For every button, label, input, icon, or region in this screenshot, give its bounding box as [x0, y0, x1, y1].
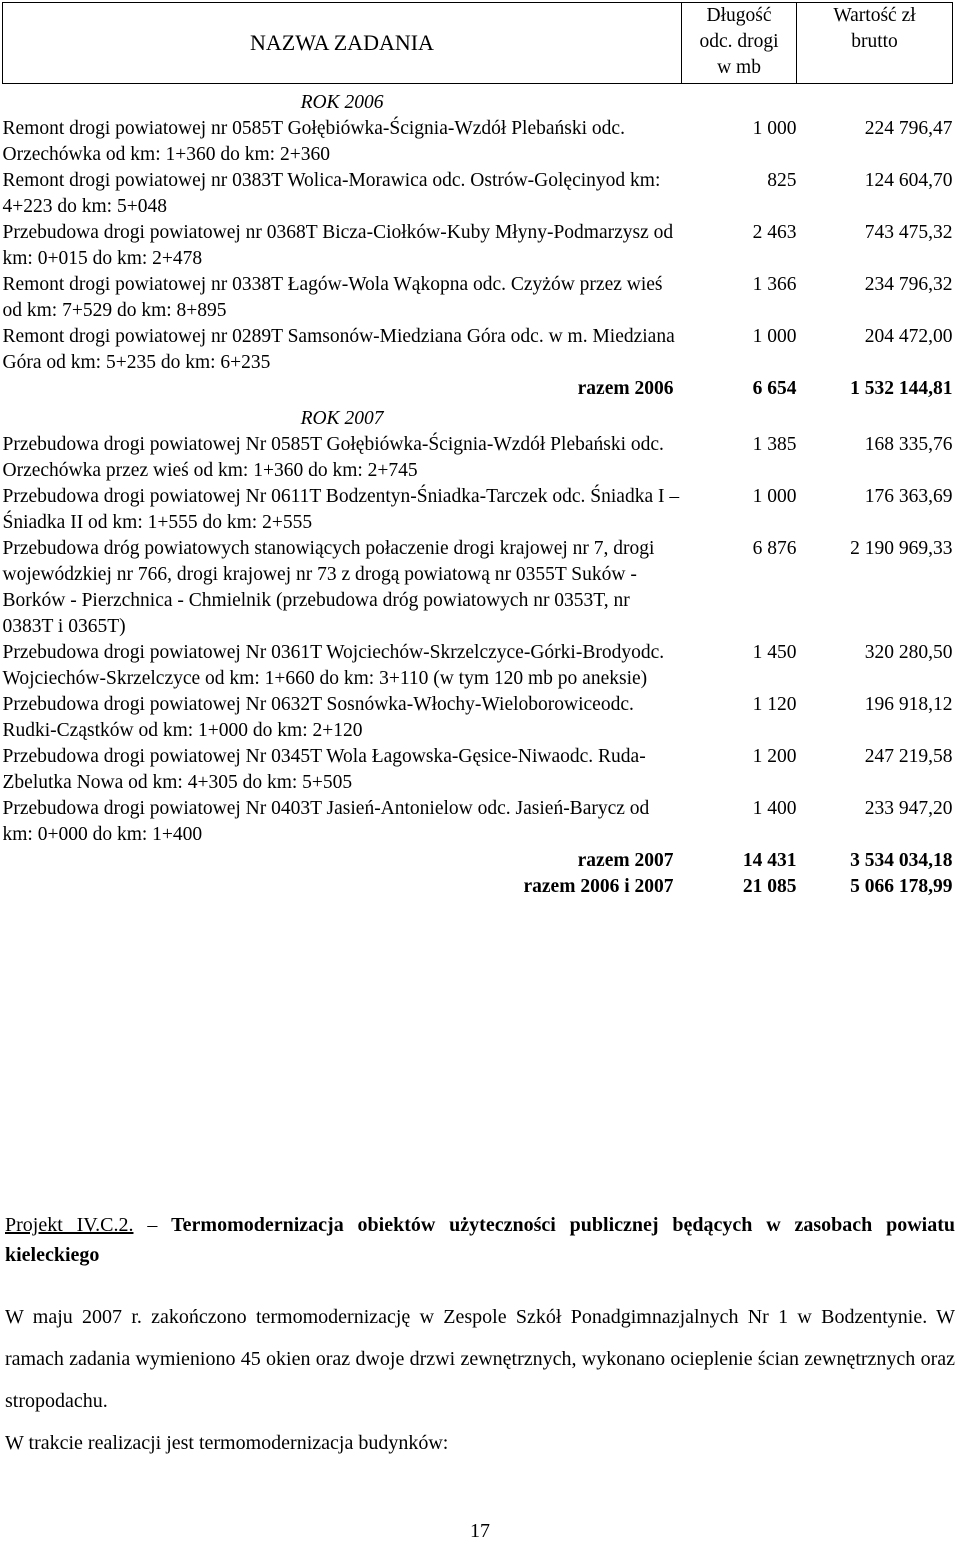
year-label-2007: ROK 2007	[300, 408, 384, 429]
table-row	[3, 692, 953, 744]
sum-row-2006	[3, 376, 953, 402]
sum-length: 14 431	[742, 850, 797, 871]
length-cell: 2 463	[752, 222, 797, 243]
value-cell: 2 190 969,33	[850, 538, 953, 559]
header-value-line: brutto	[851, 31, 898, 52]
value-cell: 233 947,20	[864, 798, 953, 819]
sum-length: 6 654	[752, 378, 797, 399]
task-name-cell: Przebudowa drogi powiatowej Nr 0632T Sosnówka-Włochy-Wieloborowiceodc. Rudki-Cząstków od km: 1+000 do km: 2+120	[2, 694, 634, 741]
value-cell: 247 219,58	[864, 746, 953, 767]
value-cell: 124 604,70	[864, 170, 953, 191]
sum-row-2007	[3, 848, 953, 874]
value-cell: 743 475,32	[864, 222, 953, 243]
project-title: Termomodernizacja obiektów użyteczności publicznej będących w zasobach powiatu kieleckiego	[5, 1214, 956, 1266]
project-dash: –	[147, 1214, 158, 1236]
header-task-name: NAZWA ZADANIA	[3, 3, 682, 84]
year-row-2007	[3, 402, 953, 432]
length-cell: 1 000	[752, 118, 797, 139]
table-row	[3, 744, 953, 796]
sum-value: 5 066 178,99	[850, 876, 953, 897]
sum-value: 1 532 144,81	[850, 378, 953, 399]
year-row-2006	[3, 84, 953, 117]
length-cell: 1 000	[752, 486, 797, 507]
sum-value: 3 534 034,18	[850, 850, 953, 871]
task-name-cell: Przebudowa drogi powiatowej nr 0368T Bicza-Ciołków-Kuby Młyny-Podmarzysz od km: 0+015 do km: 2+478	[2, 222, 674, 269]
paragraph-in-progress: W trakcie realizacji jest termomodernizacja budynków:	[5, 1432, 449, 1454]
table-row	[3, 272, 953, 324]
paragraph-completed-work: W maju 2007 r. zakończono termomodernizację w Zespole Szkół Ponadgimnazjalnych Nr 1 w Bodzentynie. W ramach zadania wymieniono 45 okien oraz dwoje drzwi zewnętrznych, wykonano ocieplenie ścian zewnętrznych oraz stropodachu.	[5, 1306, 955, 1412]
task-name-cell: Przebudowa drogi powiatowej Nr 0585T Gołębiówka-Ścignia-Wzdół Plebański odc. Orzechówka przez wieś od km: 1+360 do km: 2+745	[2, 434, 664, 481]
project-heading	[5, 1210, 955, 1270]
task-name-cell: Przebudowa dróg powiatowych stanowiących połaczenie drogi krajowej nr 7, drogi wojewódzkiej nr 766, drogi krajowej nr 73 z drogą powiatową nr 0355T Suków - Borków - Pierzchnica - Chmielnik (przebudowa dróg powiatowych nr 0353T, nr 0383T i 0365T)	[2, 538, 655, 637]
length-cell: 1 385	[752, 434, 797, 455]
table-row	[3, 536, 953, 640]
task-name-cell: Przebudowa drogi powiatowej Nr 0361T Wojciechów-Skrzelczyce-Górki-Brodyodc. Wojciechów-Skrzelczyce od km: 1+660 do km: 3+110 (w tym 120 mb po aneksie)	[2, 642, 665, 689]
length-cell: 1 366	[752, 274, 797, 295]
header-length-line: odc. drogi	[699, 31, 779, 52]
length-cell: 1 200	[752, 746, 797, 767]
table-row	[3, 484, 953, 536]
value-cell: 196 918,12	[864, 694, 953, 715]
task-name-cell: Remont drogi powiatowej nr 0383T Wolica-Morawica odc. Ostrów-Golęcinyod km: 4+223 do km: 5+048	[2, 170, 661, 217]
header-length-line: Długość	[706, 5, 772, 26]
task-name-cell: Przebudowa drogi powiatowej Nr 0403T Jasień-Antonielow odc. Jasień-Barycz od km: 0+000 do km: 1+400	[2, 798, 650, 845]
table-row	[3, 640, 953, 692]
table-row	[3, 168, 953, 220]
sum-label: razem 2006	[577, 378, 674, 399]
task-name-cell: Remont drogi powiatowej nr 0338T Łagów-Wola Wąkopna odc. Czyżów przez wieś od km: 7+529 do km: 8+895	[2, 274, 663, 321]
length-cell: 1 120	[752, 694, 797, 715]
header-length	[682, 3, 797, 84]
sum-label: razem 2006 i 2007	[523, 876, 674, 897]
table-row	[3, 220, 953, 272]
length-cell: 825	[767, 170, 797, 191]
value-cell: 168 335,76	[864, 434, 953, 455]
table-row	[3, 432, 953, 484]
header-value-line: Wartość zł	[833, 5, 916, 26]
sum-row-total	[3, 874, 953, 900]
value-cell: 204 472,00	[864, 326, 953, 347]
page-number: 17	[470, 1520, 490, 1542]
length-cell: 6 876	[752, 538, 797, 559]
value-cell: 176 363,69	[864, 486, 953, 507]
value-cell: 320 280,50	[864, 642, 953, 663]
year-label-2006: ROK 2006	[300, 92, 384, 113]
length-cell: 1 000	[752, 326, 797, 347]
task-name-cell: Remont drogi powiatowej nr 0585T Gołębiówka-Ścignia-Wzdół Plebański odc. Orzechówka od km: 1+360 do km: 2+360	[2, 118, 625, 165]
value-cell: 234 796,32	[864, 274, 953, 295]
table-row	[3, 796, 953, 848]
table-header-row	[3, 3, 953, 84]
task-name-cell: Przebudowa drogi powiatowej Nr 0611T Bodzentyn-Śniadka-Tarczek odc. Śniadka I – Śniadka II od km: 1+555 do km: 2+555	[2, 486, 680, 533]
task-name-cell: Przebudowa drogi powiatowej Nr 0345T Wola Łagowska-Gęsice-Niwaodc. Ruda-Zbelutka Nowa od km: 4+305 do km: 5+505	[2, 746, 646, 793]
project-id: Projekt IV.C.2.	[5, 1214, 134, 1236]
length-cell: 1 400	[752, 798, 797, 819]
investment-table	[2, 2, 953, 900]
table-row	[3, 324, 953, 376]
sum-label: razem 2007	[577, 850, 674, 871]
task-name-cell: Remont drogi powiatowej nr 0289T Samsonów-Miedziana Góra odc. w m. Miedziana Góra od km: 5+235 do km: 6+235	[2, 326, 675, 373]
table-row	[3, 116, 953, 168]
header-value	[797, 3, 953, 84]
header-length-line: w mb	[717, 57, 761, 78]
length-cell: 1 450	[752, 642, 797, 663]
sum-length: 21 085	[742, 876, 797, 897]
value-cell: 224 796,47	[864, 118, 953, 139]
